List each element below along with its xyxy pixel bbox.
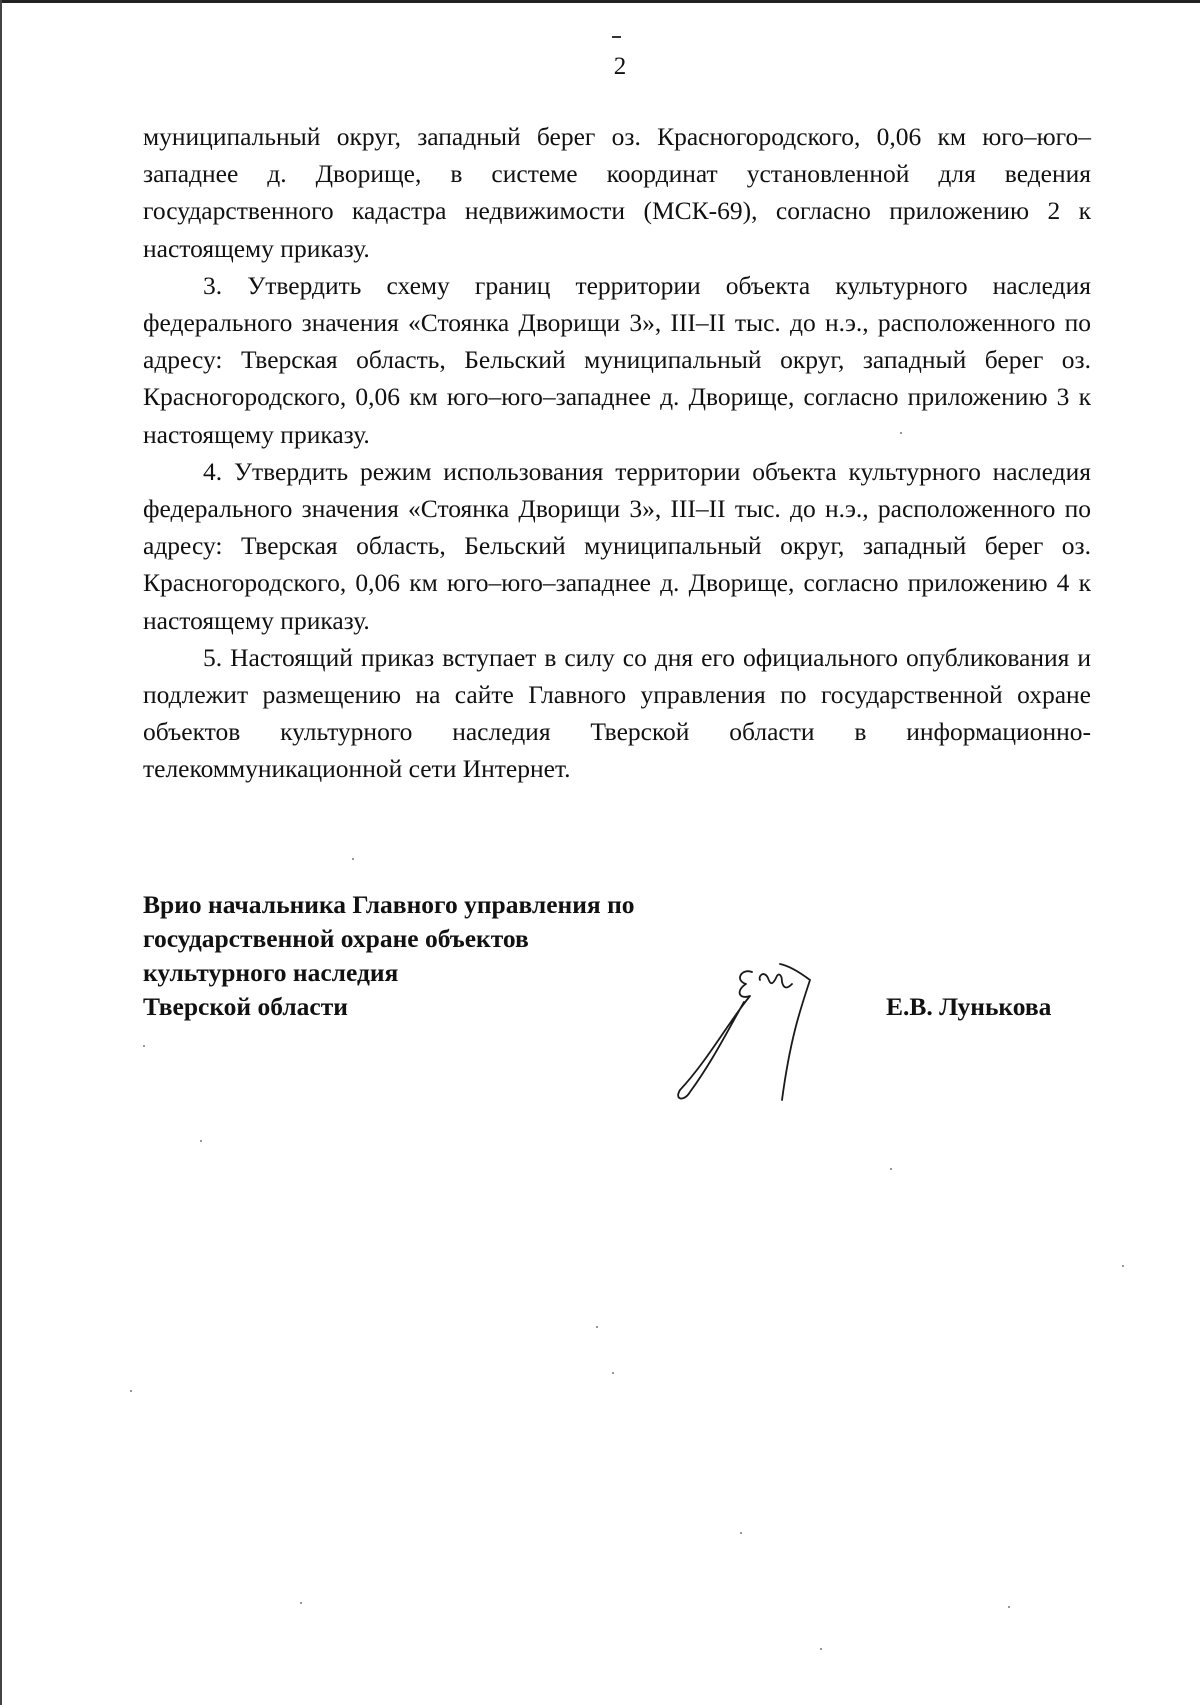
signatory-position-line: Тверской области: [143, 992, 348, 1021]
paragraph-item-4: 4. Утвердить режим использования территории объекта культурного наследия федерального значения «Стоянка Дворищи 3», III–II тыс. до н.э., расположенного по адресу: Тверская область, Бельский муниципальный округ, западный берег оз. Красногородского, 0,06 км юго–юго–западнее д. Дворище, согласно приложению 4 к настоящему приказу.: [143, 456, 1091, 635]
scan-speck: [1008, 1606, 1010, 1608]
scan-speck: [143, 1045, 145, 1047]
document-body: [143, 118, 1091, 788]
paragraph-continuation: муниципальный округ, западный берег оз. Красногородского, 0,06 км юго–юго–западнее д. Дворище, в системе координат установленной для ведения государственного кадастра недвижимости (МСК-69), согласно приложению 2 к настоящему приказу.: [143, 122, 1091, 263]
scan-speck: [890, 1168, 892, 1170]
scan-speck: [740, 1532, 742, 1534]
signer-name: Е.В. Лунькова: [886, 992, 1052, 1021]
paragraph-item-3: 3. Утвердить схему границ территории объекта культурного наследия федерального значения «Стоянка Дворищи 3», III–II тыс. до н.э., расположенного по адресу: Тверская область, Бельский муниципальный округ, западный берег оз. Красногородского, 0,06 км юго–юго–западнее д. Дворище, согласно приложению 3 к настоящему приказу.: [143, 270, 1091, 449]
handwritten-signature: [660, 950, 860, 1110]
page-number-dash: [612, 36, 621, 38]
scan-speck: [130, 1390, 132, 1392]
scan-speck: [612, 1372, 614, 1374]
scan-speck: [300, 1602, 302, 1604]
page-number: 2: [613, 53, 627, 80]
scan-speck: [596, 1326, 598, 1328]
scan-speck: [1122, 1265, 1124, 1267]
scan-edge-left: [0, 0, 2, 1705]
scan-speck: [820, 1648, 822, 1650]
scan-edge-top: [0, 0, 1200, 3]
scan-speck: [900, 432, 902, 434]
signatory-position-line: Врио начальника Главного управления по: [143, 890, 635, 919]
scan-speck: [200, 1140, 202, 1142]
signatory-position-line: государственной охране объектов: [143, 924, 529, 953]
paragraph-item-5: 5. Настоящий приказ вступает в силу со дня его официального опубликования и подлежит размещению на сайте Главного управления по государственной охране объектов культурного наследия Тверской области в информационно-телекоммуникационной сети Интернет.: [143, 642, 1091, 784]
signatory-position-line: культурного наследия: [143, 958, 399, 987]
scan-speck: [352, 858, 354, 860]
